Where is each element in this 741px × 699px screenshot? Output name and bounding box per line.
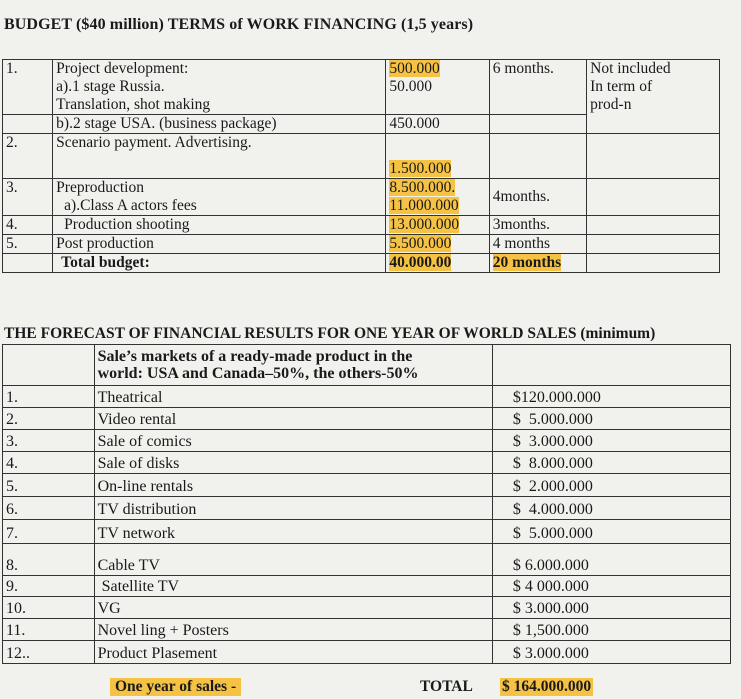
budget-amount: 13.000.000 [386,216,489,235]
table-row [3,474,731,497]
forecast-amount: $ 6.000.000 [492,544,730,576]
row-number: 10. [3,597,95,619]
row-number: 4. [3,216,53,235]
forecast-item: Satellite TV [94,576,492,597]
forecast-item: Product Plasement [94,641,492,664]
budget-amount: 1.500.000 [386,134,489,179]
footer-label: One year of sales - [110,678,241,696]
table-row [3,235,720,254]
forecast-amount: $120.000.000 [492,386,730,408]
forecast-amount: $ 5.000.000 [492,520,730,544]
budget-note: Not included In term of prod-n [587,60,720,134]
table-row [3,408,731,430]
forecast-amount: $ 4 000.000 [492,576,730,597]
forecast-amount: $ 5.000.000 [492,408,730,430]
budget-total-term: 20 months [489,254,586,273]
row-number: 2. [3,408,95,430]
row-number: 12.. [3,641,95,664]
row-number: 8. [3,544,95,576]
total-label: TOTAL [420,678,473,695]
forecast-title: THE FORECAST OF FINANCIAL RESULTS FOR ONE YEAR OF WORLD SALES (minimum) [4,325,656,342]
forecast-item: Theatrical [94,386,492,408]
budget-item: Preproduction a).Class A actors fees [53,179,386,216]
budget-term: 3months. [489,216,586,235]
forecast-item: Novel ling + Posters [94,619,492,641]
table-row [3,641,731,664]
table-row [3,544,731,576]
row-number: 4. [3,452,95,474]
budget-table [2,59,720,273]
row-number: 3. [3,430,95,452]
table-row [3,619,731,641]
table-header-row [3,345,731,386]
row-number: 7. [3,520,95,544]
row-number: 6. [3,497,95,520]
budget-total-amount: 40.000.00 [386,254,489,273]
forecast-amount: $ 1,500.000 [492,619,730,641]
forecast-item: Video rental [94,408,492,430]
forecast-amount: $ 3.000.000 [492,641,730,664]
forecast-item: TV distribution [94,497,492,520]
row-number: 3. [3,179,53,216]
table-row [3,134,720,179]
table-row [3,60,720,115]
row-number: 1. [3,60,53,115]
budget-item: Production shooting [53,216,386,235]
total-value: $ 164.000.000 [502,678,592,695]
budget-amount: 450.000 [386,115,489,134]
forecast-amount: $ 2.000.000 [492,474,730,497]
row-number: 9. [3,576,95,597]
forecast-header: Sale’s markets of a ready-made product in the world: USA and Canada–50%, the others-50% [94,345,492,386]
forecast-item: On-line rentals [94,474,492,497]
budget-item: Post production [53,235,386,254]
row-number: 11. [3,619,95,641]
table-row [3,576,731,597]
budget-title: BUDGET ($40 million) TERMS of WORK FINANCING (1,5 years) [4,16,474,33]
forecast-item: Sale of disks [94,452,492,474]
budget-term: 4 months [489,235,586,254]
table-row [3,452,731,474]
table-row [3,430,731,452]
row-number: 2. [3,134,53,179]
table-row [3,254,720,273]
row-number: 5. [3,235,53,254]
forecast-item: Cable TV [94,544,492,576]
budget-total-label: Total budget: [53,254,386,273]
budget-item: Project development: a).1 stage Russia. Translation, shot making [53,60,386,115]
forecast-amount: $ 3.000.000 [492,430,730,452]
budget-amount: 500.000 50.000 [386,60,489,115]
forecast-table [2,344,731,664]
table-row [3,216,720,235]
budget-item: Scenario payment. Advertising. [53,134,386,179]
forecast-amount: $ 3.000.000 [492,597,730,619]
budget-term: 4months. [489,179,586,216]
row-number: 5. [3,474,95,497]
budget-item: b).2 stage USA. (business package) [53,115,386,134]
forecast-item: VG [94,597,492,619]
table-row [3,179,720,216]
row-number: 1. [3,386,95,408]
forecast-amount: $ 8.000.000 [492,452,730,474]
forecast-item: TV network [94,520,492,544]
table-row [3,386,731,408]
forecast-amount: $ 4.000.000 [492,497,730,520]
table-row [3,497,731,520]
budget-term: 6 months. [489,60,586,115]
table-row [3,520,731,544]
budget-amount: 8.500.000. 11.000.000 [386,179,489,216]
table-row [3,597,731,619]
budget-amount: 5.500.000 [386,235,489,254]
forecast-item: Sale of comics [94,430,492,452]
